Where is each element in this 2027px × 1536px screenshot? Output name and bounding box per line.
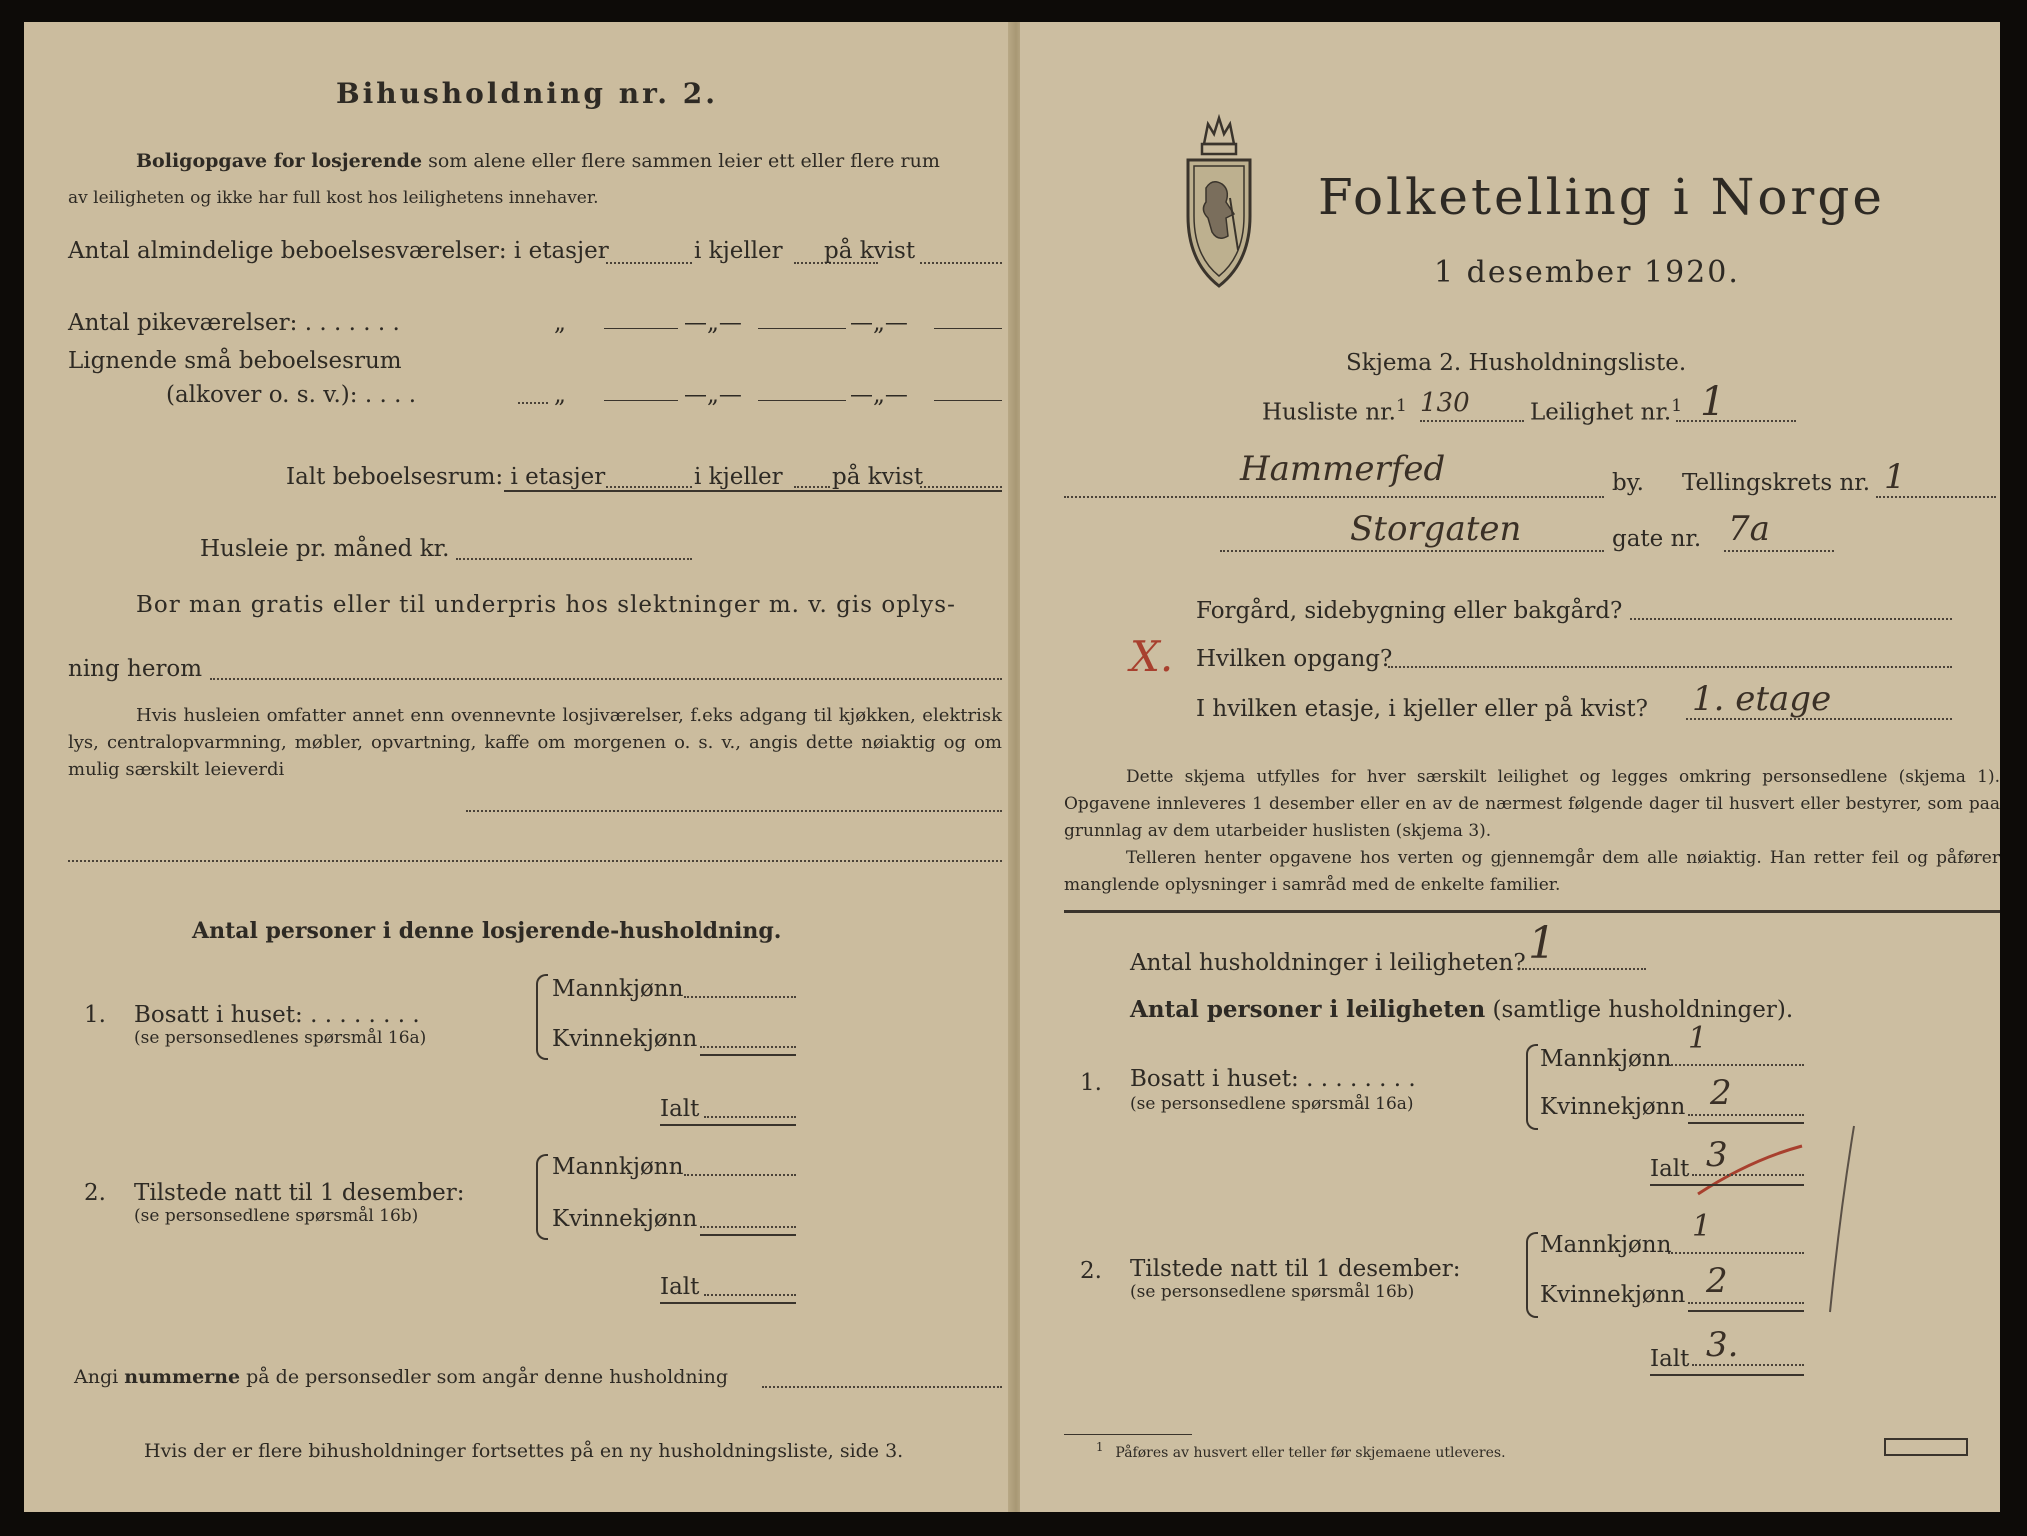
small-rooms-1: Lignende små beboelsesrum <box>68 348 402 374</box>
rooms-label: Antal almindelige beboelsesværelser: i etasjer <box>68 238 609 264</box>
gate-label: gate nr. <box>1612 526 1702 552</box>
krets-value: 1 <box>1884 457 1906 497</box>
q2-num-right: 2. <box>1080 1258 1102 1284</box>
q1-male-label: Mannkjønn <box>552 976 684 1002</box>
q2-label: Tilstede natt til 1 desember: <box>134 1180 465 1206</box>
forgard-label: Forgård, sidebygning eller bakgård? <box>1196 598 1623 624</box>
instructions-1: Dette skjema utfylles for hver særskilt leilighet og legges omkring personsedlene (skjema 1). Opgavene innleveres 1 desember eller en av de nærmest følgende dager til husvert eller bestyrer, som paa grunnlag av dem utarbeider huslisten (skjema 3). <box>1064 767 2000 841</box>
by-label: by. <box>1612 470 1644 496</box>
right-page <box>1020 22 2000 1512</box>
q2-male-value: 1 <box>1692 1209 1712 1244</box>
q1-female-label-right: Kvinnekjønn <box>1540 1094 1686 1120</box>
q2-sub-right: (se personsedlene spørsmål 16b) <box>1130 1282 1415 1302</box>
intro-line-1: Boligopgave for losjerende som alene eller flere sammen leier ett eller flere rum <box>136 150 940 172</box>
persons-heading: Antal personer i denne losjerende-husholdning. <box>192 918 782 944</box>
census-date: 1 desember 1920. <box>1434 255 1740 290</box>
q1-total-label-right: Ialt <box>1650 1156 1690 1182</box>
q1-sub: (se personsedlenes spørsmål 16a) <box>134 1028 427 1048</box>
gate-value: 7a <box>1728 509 1770 549</box>
leilighet-value: 1 <box>1700 379 1726 425</box>
q2-female-label-right: Kvinnekjønn <box>1540 1282 1686 1308</box>
etasje-value: 1. etage <box>1692 679 1832 719</box>
rooms-kvist: på kvist <box>824 238 916 264</box>
q2-num: 2. <box>84 1180 106 1206</box>
q1-total-label: Ialt <box>660 1096 700 1122</box>
pike-label: Antal pikeværelser: . . . . . . . <box>68 310 400 336</box>
right-title: Folketelling i Norge <box>1318 168 1885 226</box>
husliste-value: 130 <box>1420 388 1470 418</box>
total-rooms-label: Ialt beboelsesrum: i etasjer <box>286 464 606 490</box>
q2-total-value: 3. <box>1706 1325 1739 1365</box>
krets-label: Tellingskrets nr. <box>1682 470 1871 496</box>
q2-male-label: Mannkjønn <box>552 1154 684 1180</box>
households-value: 1 <box>1528 918 1556 969</box>
left-title: Bihusholdning nr. 2. <box>336 77 718 110</box>
footnote: $^1$ Påføres av husvert eller teller før skjemaene utleveres. <box>1096 1440 1506 1461</box>
pencil-stroke <box>1820 1122 1860 1322</box>
q1-label-right: Bosatt i huset: . . . . . . . . <box>1130 1066 1416 1092</box>
q2-female-value: 2 <box>1706 1261 1728 1301</box>
q1-male-label-right: Mannkjønn <box>1540 1046 1672 1072</box>
q2-sub: (se personsedlene spørsmål 16b) <box>134 1206 419 1226</box>
small-rooms-2: (alkover o. s. v.): . . . . <box>166 382 417 408</box>
q1-female-label: Kvinnekjønn <box>552 1026 698 1052</box>
correction-stroke <box>1690 1135 1810 1200</box>
rent-label: Husleie pr. måned kr. <box>200 536 450 562</box>
q2-male-label-right: Mannkjønn <box>1540 1232 1672 1258</box>
continued-note: Hvis der er flere bihusholdninger fortsettes på en ny husholdningsliste, side 3. <box>144 1440 904 1462</box>
city-value: Hammerfed <box>1240 449 1446 489</box>
q1-female-value: 2 <box>1710 1073 1732 1113</box>
free-line-2: ning herom <box>68 656 203 682</box>
norwegian-coat-of-arms-icon <box>1182 114 1256 290</box>
q1-male-value: 1 <box>1688 1021 1708 1056</box>
printer-stamp <box>1884 1438 1968 1456</box>
opgang-label: Hvilken opgang? <box>1196 646 1393 672</box>
rooms-kjeller: i kjeller <box>694 238 783 264</box>
schema-label: Skjema 2. Husholdningsliste. <box>1346 350 1687 376</box>
x-mark: X. <box>1130 632 1174 681</box>
note-text: Hvis husleien omfatter annet enn ovennevnte losjiværelser, f.eks adgang til kjøkken, elektrisk lys, centralopvarmning, møbler, opvartning, kaffe om morgenen o. s. v., angis dette nøiaktig og om mulig særskilt leieverdi <box>68 705 1002 780</box>
husliste-label: Husliste nr.$^1$ <box>1262 396 1407 426</box>
q1-num-right: 1. <box>1080 1070 1102 1096</box>
q2-total-label: Ialt <box>660 1274 700 1300</box>
left-page: Bihusholdning nr. 2. Boligopgave for losjerende som alene eller flere sammen leier ett eller flere rum av leiligheten og ikke har full kost hos leilighetens innehaver. Antal almindelige beboelsesværelser: i etasjer i kjeller på kvist Antal pikeværelser: . . . . . . . „ —„— —„— Lignende små beboelsesrum (alkover o. s. v.): . . . . „ —„— —„— Ialt beboelsesrum: i etasjer i kjeller på kvist Husleie pr. måned kr. Bor man gratis eller til underpris hos slektninger m. v. gis oplys- ning herom Hvis husleien omfatter annet enn ovennevnte losjiværelser, f.eks adgang til kjøkken, elektrisk lys, centralopvarmning, møbler, opvartning, kaffe om morgenen o. s. v., angis dette nøiaktig og om mulig særskilt leieverdi Antal personer i denne losjerende-husholdning. 1. Bosatt i huset: . . . . . . . . (se personsedlenes spørsmål 16a) Mannkjønn Kvinnekjønn Ialt 2. Tilstede natt til 1 desember: (se personsedlene spørsmål 16b) Mannkjønn Kvinnekjønn Ialt Angi nummerne på de personsedler som angår denne husholdning Hvis der er flere bihusholdninger fortsettes på en ny husholdningsliste, side 3. <box>24 22 1014 1512</box>
q1-sub-right: (se personsedlene spørsmål 16a) <box>1130 1094 1414 1114</box>
numbers-line: Angi nummerne på de personsedler som angår denne husholdning <box>74 1366 729 1388</box>
etasje-label: I hvilken etasje, i kjeller eller på kvist? <box>1196 696 1648 722</box>
households-label: Antal husholdninger i leiligheten? <box>1130 950 1526 976</box>
q2-female-label: Kvinnekjønn <box>552 1206 698 1232</box>
street-value: Storgaten <box>1350 509 1522 549</box>
q1-total-value: 3 <box>1706 1135 1728 1175</box>
q1-num: 1. <box>84 1002 106 1028</box>
q1-label: Bosatt i huset: . . . . . . . . <box>134 1002 420 1028</box>
intro-line-2: av leiligheten og ikke har full kost hos leilighetens innehaver. <box>68 188 599 208</box>
q2-total-label-right: Ialt <box>1650 1346 1690 1372</box>
instructions-2: Telleren henter opgavene hos verten og gjennemgår dem alle nøiaktig. Han retter feil og påfører manglende oplysninger i samråd med de enkelte familier. <box>1064 848 2000 895</box>
persons-heading-right: Antal personer i leiligheten (samtlige husholdninger). <box>1130 996 1794 1023</box>
free-line-1: Bor man gratis eller til underpris hos slektninger m. v. gis oplys- <box>136 592 956 618</box>
leilighet-label: Leilighet nr.$^1$ <box>1530 396 1683 426</box>
q2-label-right: Tilstede natt til 1 desember: <box>1130 1256 1461 1282</box>
